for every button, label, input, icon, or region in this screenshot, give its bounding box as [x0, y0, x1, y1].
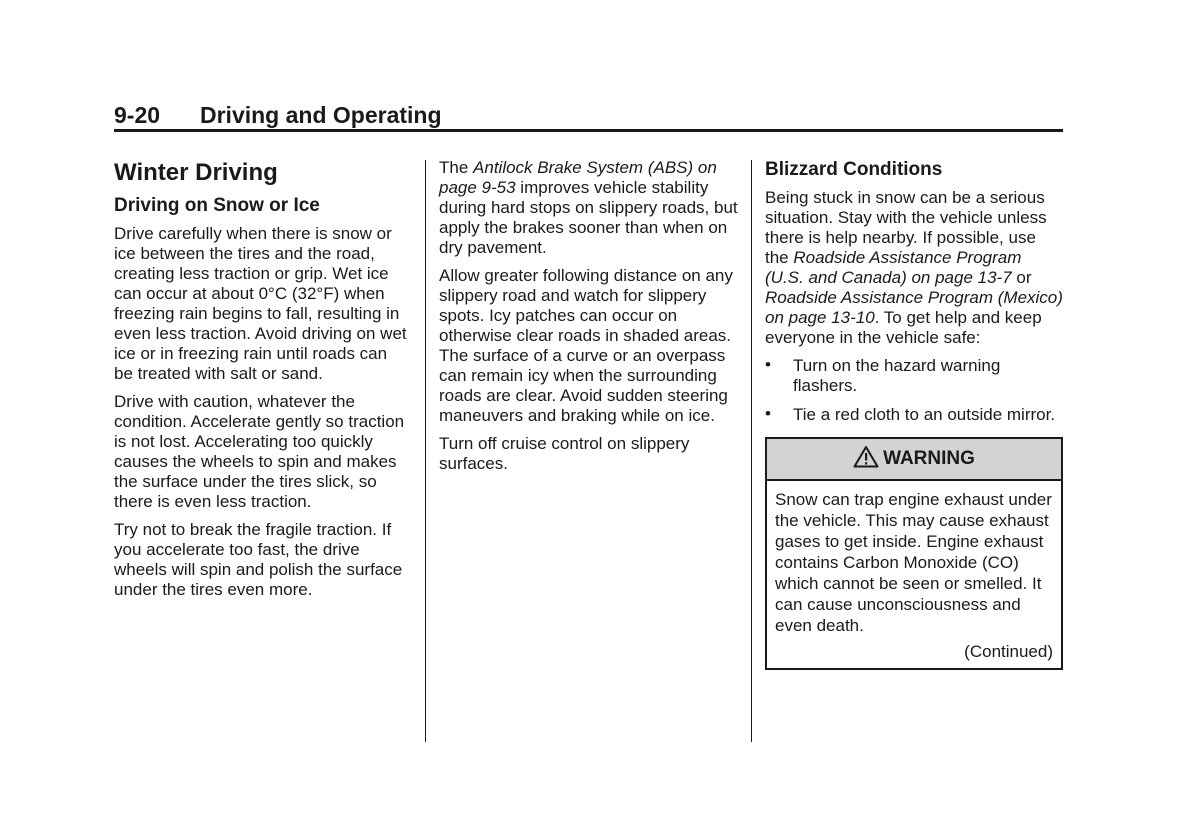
paragraph: Drive carefully when there is snow or ice between the tires and the road, creating less traction or grip. Wet ice can occur at about 0°C (32°F) when freezing rain begins to fall, resulting in even less traction. Avoid driving on wet ice or in freezing rain until roads can be treated with salt or sand.: [114, 224, 407, 383]
subsection-heading: Blizzard Conditions: [765, 159, 943, 180]
warning-triangle-icon: [853, 445, 879, 468]
paragraph: [765, 188, 1063, 348]
bullet-icon: •: [765, 404, 771, 423]
paragraph: Try not to break the fragile traction. If you accelerate too fast, the drive wheels will spin and polish the surface under the tires even more.: [114, 520, 403, 599]
text: Being stuck in snow can be a serious situation. Stay with the vehicle unless there is help nearby. If possible, use the: [765, 188, 1047, 267]
text: improves vehicle stability during hard stops on slippery roads, but apply the brakes sooner than when on dry pavement.: [439, 178, 738, 257]
list-item: [765, 356, 1063, 396]
cross-reference-link[interactable]: Antilock Brake System (ABS) on page 9-53: [439, 158, 717, 197]
text: . To get help and keep everyone in the vehicle safe:: [765, 308, 1042, 347]
column-2: [439, 158, 739, 482]
paragraph: Turn off cruise control on slippery surfaces.: [439, 434, 690, 473]
paragraph: [439, 158, 739, 258]
subsection-heading: Driving on Snow or Ice: [114, 195, 320, 216]
warning-title: WARNING: [883, 448, 975, 469]
cross-reference-link[interactable]: Roadside Assistance Program (U.S. and Canada) on page 13-7: [765, 248, 1022, 287]
text: The: [439, 158, 474, 177]
page-header: [114, 101, 1062, 129]
list-item: [765, 405, 1063, 425]
list-item-text: Turn on the hazard warning flashers.: [793, 356, 1001, 395]
page-number: 9-20: [114, 102, 161, 128]
column-3: [765, 158, 1063, 670]
bullet-list: [765, 356, 1063, 425]
warning-text: Snow can trap engine exhaust under the vehicle. This may cause exhaust gases to get inside. Engine exhaust contains Carbon Monoxide (CO) which cannot be seen or smelled. It can cause unconsciousness and even death.: [775, 490, 1052, 635]
column-1: [114, 158, 409, 608]
text: or: [1011, 268, 1032, 287]
warning-box: [765, 437, 1063, 670]
header-rule: [114, 129, 1063, 132]
warning-body: [767, 481, 1061, 668]
warning-header: [767, 439, 1061, 481]
cross-reference-link[interactable]: Roadside Assistance Program (Mexico) on page 13-10: [765, 288, 1063, 327]
paragraph: Allow greater following distance on any slippery road and watch for slippery spots. Icy patches can occur on otherwise clear roads in shaded areas. The surface of a curve or an overpass can remain icy when the surrounding roads are clear. Avoid sudden steering maneuvers and braking while on ice.: [439, 266, 733, 425]
bullet-icon: •: [765, 355, 771, 374]
column-divider: [425, 160, 426, 742]
section-title: Driving and Operating: [200, 102, 442, 128]
section-heading: Winter Driving: [114, 159, 278, 186]
continued-note: (Continued): [964, 642, 1053, 661]
column-divider: [751, 160, 752, 742]
paragraph: Drive with caution, whatever the condition. Accelerate gently so traction is not lost. Accelerating too quickly causes the wheels to spin and makes the surface under the tires slick, so there is even less traction.: [114, 392, 405, 511]
list-item-text: Tie a red cloth to an outside mirror.: [793, 405, 1056, 424]
